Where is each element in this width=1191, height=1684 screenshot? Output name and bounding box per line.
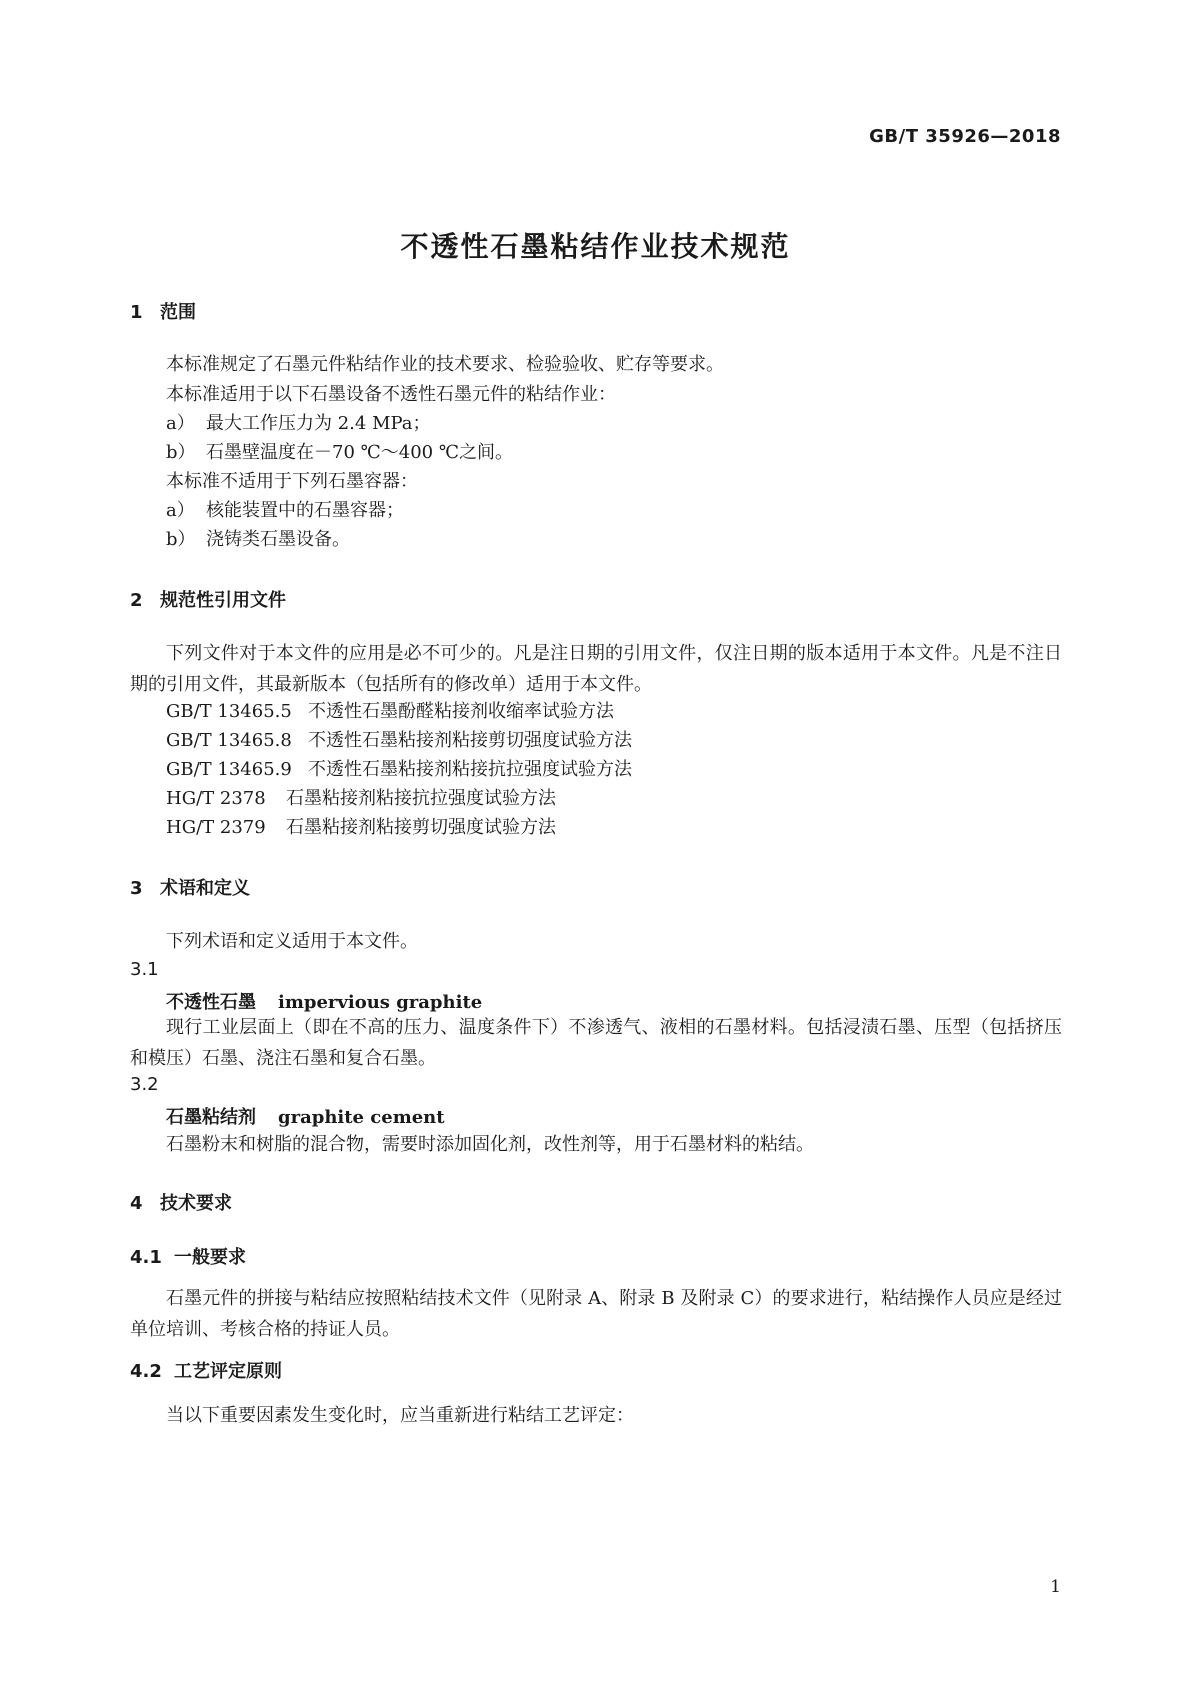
list-item: a） 最大工作压力为 2.4 MPa； xyxy=(166,413,431,434)
reference-item: HG/T 2379 石墨粘接剂粘接剪切强度试验方法 xyxy=(166,817,556,838)
document-title: 不透性石墨粘结作业技术规范 xyxy=(400,230,791,263)
subsection-4-1-heading: 4.1 一般要求 xyxy=(130,1247,246,1268)
section-1-paragraph: 本标准规定了石墨元件粘结作业的技术要求、检验验收、贮存等要求。 xyxy=(166,354,724,375)
term-number: 3.2 xyxy=(130,1074,159,1095)
section-2-intro: 下列文件对于本文件的应用是必不可少的。凡是注日期的引用文件，仅注日期的版本适用于本文件。凡是不注日期的引用文件，其最新版本（包括所有的修改单）适用于本文件。 xyxy=(130,643,1062,695)
section-1-paragraph: 本标准不适用于下列石墨容器： xyxy=(166,471,418,492)
page-number: 1 xyxy=(1050,1577,1061,1597)
term-number: 3.1 xyxy=(130,959,159,980)
section-3-heading: 3 术语和定义 xyxy=(130,878,250,899)
subsection-4-2-text: 当以下重要因素发生变化时，应当重新进行粘结工艺评定： xyxy=(166,1405,634,1426)
list-item: b） 浇铸类石墨设备。 xyxy=(166,529,350,550)
reference-item: GB/T 13465.9 不透性石墨粘接剂粘接抗拉强度试验方法 xyxy=(166,759,632,780)
subsection-4-2-heading: 4.2 工艺评定原则 xyxy=(130,1361,282,1382)
list-item: a） 核能装置中的石墨容器； xyxy=(166,500,404,521)
standard-code: GB/T 35926—2018 xyxy=(869,126,1061,147)
reference-item: GB/T 13465.8 不透性石墨粘接剂粘接剪切强度试验方法 xyxy=(166,730,632,751)
section-3-intro: 下列术语和定义适用于本文件。 xyxy=(166,931,418,952)
reference-item: GB/T 13465.5 不透性石墨酚醛粘接剂收缩率试验方法 xyxy=(166,701,614,722)
section-1-heading: 1 范围 xyxy=(130,302,196,323)
reference-item: HG/T 2378 石墨粘接剂粘接抗拉强度试验方法 xyxy=(166,788,556,809)
list-item: b） 石墨壁温度在－70 ℃～400 ℃之间。 xyxy=(166,442,513,463)
term-definition: 现行工业层面上（即在不高的压力、温度条件下）不渗透气、液相的石墨材料。包括浸渍石墨、压型（包括挤压和模压）石墨、浇注石墨和复合石墨。 xyxy=(130,1017,1062,1069)
term-heading: 不透性石墨 impervious graphite xyxy=(166,992,483,1013)
section-1-paragraph: 本标准适用于以下石墨设备不透性石墨元件的粘结作业： xyxy=(166,384,616,405)
term-definition: 石墨粉末和树脂的混合物，需要时添加固化剂，改性剂等，用于石墨材料的粘结。 xyxy=(166,1134,814,1155)
section-4-heading: 4 技术要求 xyxy=(130,1193,232,1214)
section-2-heading: 2 规范性引用文件 xyxy=(130,590,286,611)
term-heading: 石墨粘结剂 graphite cement xyxy=(166,1107,445,1128)
subsection-4-1-text: 石墨元件的拼接与粘结应按照粘结技术文件（见附录 A、附录 B 及附录 C）的要求进行，粘结操作人员应是经过单位培训、考核合格的持证人员。 xyxy=(130,1288,1062,1340)
